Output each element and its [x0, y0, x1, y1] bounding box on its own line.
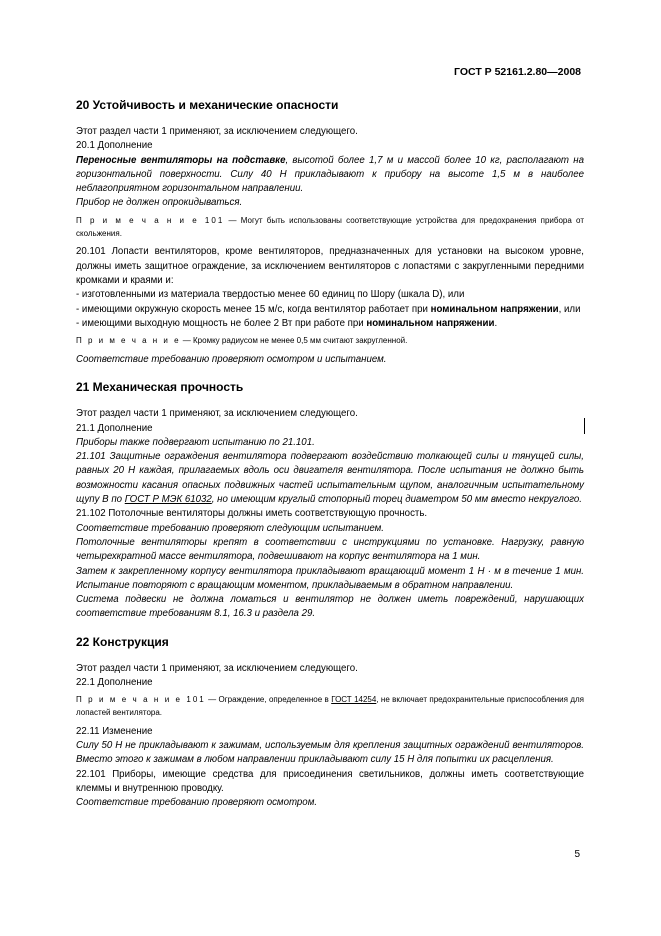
s21-also-tested: Приборы также подвергают испытанию по 21.101.: [76, 436, 315, 448]
li2-text: - имеющими окружную скорость менее 15 м/с, когда вентилятор работает при: [76, 303, 431, 315]
document-header: ГОСТ Р 52161.2.80—2008: [454, 66, 581, 78]
note-text: — Могут быть использованы соответствующие устройства для предохранения прибора от скольжения.: [76, 215, 584, 238]
s20-compliance: Соответствие требованию проверяют осмотром и испытанием.: [76, 353, 387, 365]
li3-text: - имеющими выходную мощность не более 2 Вт при работе при: [76, 317, 367, 329]
term-rated-voltage: номинальном напряжении: [430, 303, 559, 315]
s20-intro: Этот раздел части 1 применяют, за исключением следующего.: [76, 126, 358, 137]
s20-no-tip: Прибор не должен опрокидываться.: [76, 197, 243, 209]
s22-force-text: Силу 50 Н не прикладывают к зажимам, используемым для крепления защитных ограждений вентиляторов. Вместо этого к зажимам в любом направлении прикладывают силу 15 Н для попытки их расцепления.: [76, 740, 584, 766]
note-text-end: , не включает предохранительные приспособления для лопастей вентилятора.: [76, 695, 584, 718]
s22-clause-22-101: 22.101 Приборы, имеющие средства для присоединения светильников, должны иметь соответствующие клеммы и внутреннюю проводку.: [76, 768, 584, 795]
s20-note-101: [76, 215, 584, 241]
term-portable-fans: Переносные вентиляторы на подставке: [76, 154, 286, 166]
note-label: П р и м е ч а н и е 101: [76, 695, 206, 705]
s21-intro: Этот раздел части 1 применяют, за исключением следующего.: [76, 408, 358, 420]
page-number: 5: [574, 849, 580, 860]
s20-list-item-3: [76, 317, 584, 331]
s20-portable-fans: [76, 154, 584, 197]
text-cursor: [584, 418, 585, 434]
s20-clause-20-101: 20.101 Лопасти вентиляторов, кроме вентиляторов, предназначенных для установки на высоком уровне, должны иметь защитное ограждение, за исключением вентиляторов с лопастями с закругленными передними кромками и краями и:: [76, 246, 584, 286]
li3-end: .: [494, 317, 498, 329]
note-text: — Кромку радиусом не менее 0,5 мм считают закругленной.: [180, 336, 408, 346]
s22-sub-22-11: 22.11 Изменение: [76, 725, 153, 737]
s22-sub-22-1: 22.1 Дополнение: [76, 677, 153, 688]
s21-torque: Затем к закрепленному корпусу вентилятора прикладывают вращающий момент 1 Н · м в течение 1 мин. Испытание повторяют с вращающим моментом, прикладываемым в обратном направлении.: [76, 565, 584, 591]
section-20-title: 20 Устойчивость и механические опасности: [76, 98, 339, 112]
li2-end: , или: [558, 303, 581, 315]
s21-compliance: Соответствие требованию проверяют следующим испытанием.: [76, 522, 384, 534]
gost-61032-link[interactable]: ГОСТ Р МЭК 61032: [124, 494, 212, 506]
clause-text: 21.101 Защитные ограждения вентилятора подвергают воздействию толкающей силы и тянущей силы, равных 20 Н каждая, прилагаемых вдоль оси двигателя вентилятора. После испытания не должно быть возможности касания опасных подвижных частей испытательным щупом, аналогичным испытательному щупу B по: [76, 451, 584, 506]
s22-compliance: Соответствие требованию проверяют осмотром.: [76, 797, 318, 809]
note-label: П р и м е ч а н и е 101: [76, 215, 225, 225]
note-text: — Ограждение, определенное в: [205, 695, 332, 705]
s21-clause-21-102: 21.102 Потолочные вентиляторы должны иметь соответствующую прочность.: [76, 508, 428, 520]
s20-note: [76, 335, 584, 348]
gost-14254-link[interactable]: ГОСТ 14254: [331, 695, 377, 705]
term-rated-voltage: номинальном напряжении: [366, 317, 495, 329]
section-21-title: 21 Механическая прочность: [76, 380, 244, 395]
note-label: П р и м е ч а н и е: [76, 336, 181, 346]
s21-sub-21-1: 21.1 Дополнение: [76, 422, 153, 434]
s21-ceiling-fans: Потолочные вентиляторы крепят в соответствии с инструкциями по установке. Нагрузку, равную четырехкратной массе вентилятора, подвешивают на корпус вентилятора на 1 мин.: [76, 536, 584, 563]
s20-list-item-1: - изготовленными из материала твердостью менее 60 единиц по Шору (шкала D), или: [76, 289, 465, 301]
s21-suspension: Система подвески не должна ломаться и вентилятор не должен иметь повреждений, нарушающих соответствие требованиям 8.1, 16.3 и раздела 29.: [76, 594, 584, 620]
page-content: [76, 98, 584, 811]
clause-text-end: , но имеющим круглый стопорный торец диаметром 50 мм вместо некруглого.: [211, 494, 582, 506]
s22-note-101: [76, 694, 584, 720]
s20-sub-20-1: 20.1 Дополнение: [76, 140, 153, 152]
s20-portable-fans-text: , высотой более 1,7 м и массой более 10 кг, располагают на горизонтальной поверхности. Силу 40 Н прикладывают к прибору на высоте 1,5 м в наиболее неблагоприятном горизонтальном направлении.: [76, 154, 584, 195]
s22-intro: Этот раздел части 1 применяют, за исключением следующего.: [76, 662, 358, 674]
section-22-title: 22 Конструкция: [76, 634, 169, 649]
s20-list-item-2: [76, 303, 584, 317]
s21-clause-21-101: [76, 450, 584, 507]
